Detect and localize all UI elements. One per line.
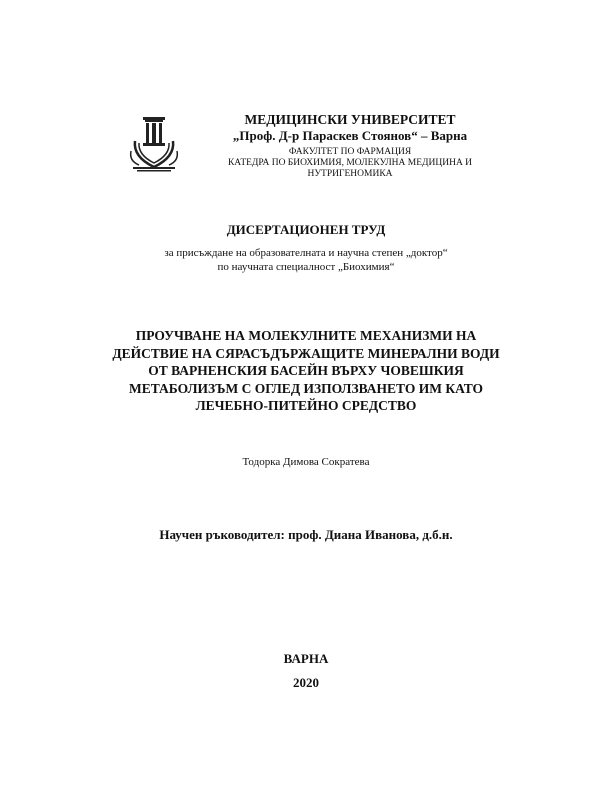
thesis-type: ДИСЕРТАЦИОНЕН ТРУД xyxy=(226,222,386,237)
title-line: ЛЕЧЕБНО-ПИТЕЙНО СРЕДСТВО xyxy=(195,398,417,413)
city: ВАРНА xyxy=(283,651,329,666)
faculty-name: ФАКУЛТЕТ ПО ФАРМАЦИЯ xyxy=(288,147,412,157)
degree-purpose-line-1: за присъждане на образователната и научна степен „доктор“ xyxy=(164,247,448,259)
university-name: „Проф. Д-р Параскев Стоянов“ – Варна xyxy=(232,128,468,143)
department-line-2: НУТРИГЕНОМИКА xyxy=(307,169,393,179)
title-line: ДЕЙСТВИЕ НА СЯРАСЪДЪРЖАЩИТЕ МИНЕРАЛНИ ВОДИ xyxy=(112,345,500,361)
university-title: МЕДИЦИНСКИ УНИВЕРСИТЕТ xyxy=(244,112,456,127)
supervisor: Научен ръководител: проф. Диана Иванова, д.б.н. xyxy=(159,527,453,542)
title-line: ОТ ВАРНЕНСКИЯ БАСЕЙН ВЪРХУ ЧОВЕШКИЯ xyxy=(148,363,464,378)
author-name: Тодорка Димова Сократева xyxy=(242,456,370,468)
year: 2020 xyxy=(293,675,319,690)
title-line: ПРОУЧВАНЕ НА МОЛЕКУЛНИТЕ МЕХАНИЗМИ НА xyxy=(135,328,477,343)
title-line: МЕТАБОЛИЗЪМ С ОГЛЕД ИЗПОЛЗВАНЕТО ИМ КАТО xyxy=(128,380,484,396)
thesis-title xyxy=(0,327,612,415)
university-emblem-icon xyxy=(125,113,183,173)
degree-purpose-line-2: по научната специалност „Биохимия“ xyxy=(217,261,395,273)
department-line-1: КАТЕДРА ПО БИОХИМИЯ, МОЛЕКУЛНА МЕДИЦИНА И xyxy=(227,158,473,168)
